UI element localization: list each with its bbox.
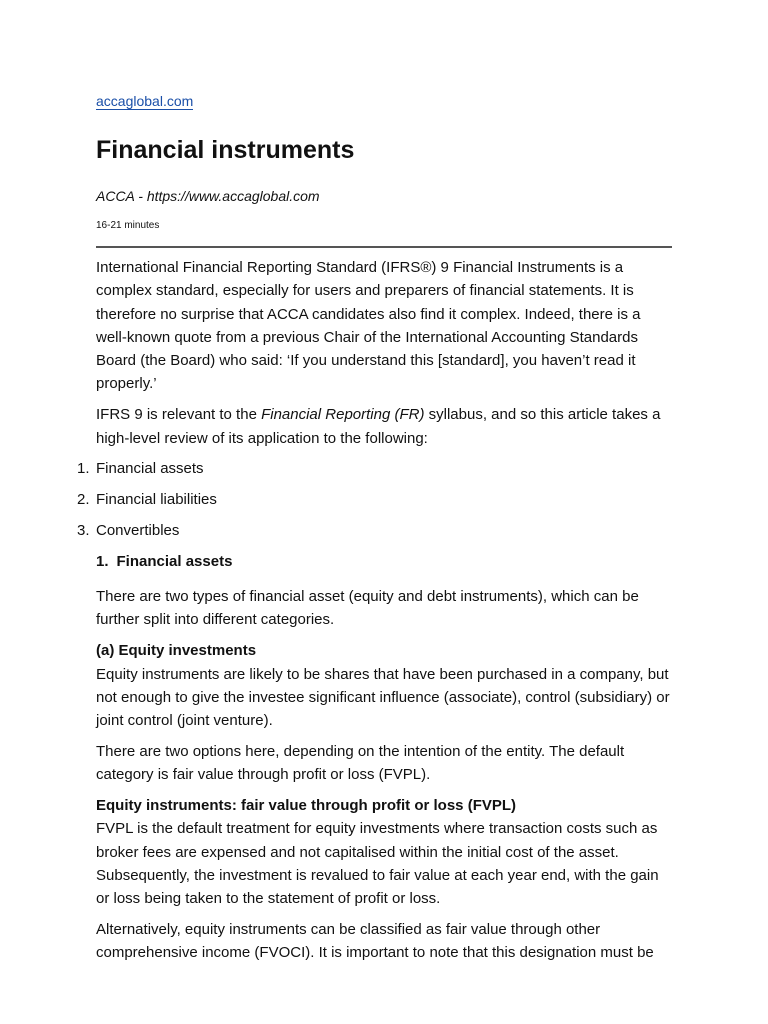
list-label: Financial liabilities — [96, 490, 217, 508]
list-number: 3. — [77, 521, 90, 539]
list-item — [77, 488, 672, 511]
fvoci-paragraph: Alternatively, equity instruments can be classified as fair value through other comprehensive income (FVOCI). It is important to note that this designation must be — [96, 921, 654, 962]
list-item — [77, 519, 672, 542]
fvpl-paragraph: FVPL is the default treatment for equity investments where transaction costs such as broker fees are expensed and not capitalised within the initial cost of the asset. Subsequently, the investment is revalued to fair value at each year end, with the gain or loss being taken to the statement of profit or loss. — [96, 820, 659, 908]
subheading-equity-investments: (a) Equity investments — [96, 642, 257, 660]
subheading-fvpl: Equity instruments: fair value through profit or loss (FVPL) — [96, 797, 517, 815]
read-time: 16-21 minutes — [96, 220, 160, 231]
relevance-paragraph — [96, 403, 672, 450]
byline: ACCA - https://www.accaglobal.com — [96, 188, 320, 204]
syllabus-name: Financial Reporting (FR) — [261, 406, 425, 424]
list-item — [77, 457, 672, 480]
section-title: Financial assets — [116, 552, 233, 570]
section-heading-financial-assets — [96, 550, 672, 573]
site-link[interactable]: accaglobal.com — [96, 93, 194, 109]
relevance-text-start: IFRS 9 is relevant to the — [96, 406, 262, 424]
list-label: Convertibles — [96, 521, 180, 539]
list-label: Financial assets — [96, 460, 204, 478]
section-number: 1. — [96, 552, 109, 570]
intro-paragraph: International Financial Reporting Standard (IFRS®) 9 Financial Instruments is a complex standard, especially for users and preparers of financial statements. It is therefore no surprise that ACCA candidates also find it complex. Indeed, there is a well-known quote from a previous Chair of the International Accounting Standards Board (the Board) who said: ‘If you understand this [standard], you haven’t read it properly.’ — [96, 259, 641, 393]
article-body — [77, 256, 672, 972]
relevance-text-end: syllabus, and so this article takes a high-level review of its application to the following: — [96, 406, 661, 447]
list-number: 2. — [77, 490, 90, 508]
page-title: Financial instruments — [96, 136, 355, 164]
list-number: 1. — [77, 460, 90, 478]
section-paragraph: There are two types of financial asset (equity and debt instruments), which can be further split into different categories. — [96, 588, 639, 629]
options-paragraph: There are two options here, depending on the intention of the entity. The default category is fair value through profit or loss (FVPL). — [96, 742, 625, 784]
divider — [96, 246, 672, 248]
topic-list — [77, 457, 672, 541]
equity-paragraph: Equity instruments are likely to be shares that have been purchased in a company, but not enough to give the investee significant influence (associate), control (subsidiary) or joint control (joint venture). — [96, 665, 670, 730]
